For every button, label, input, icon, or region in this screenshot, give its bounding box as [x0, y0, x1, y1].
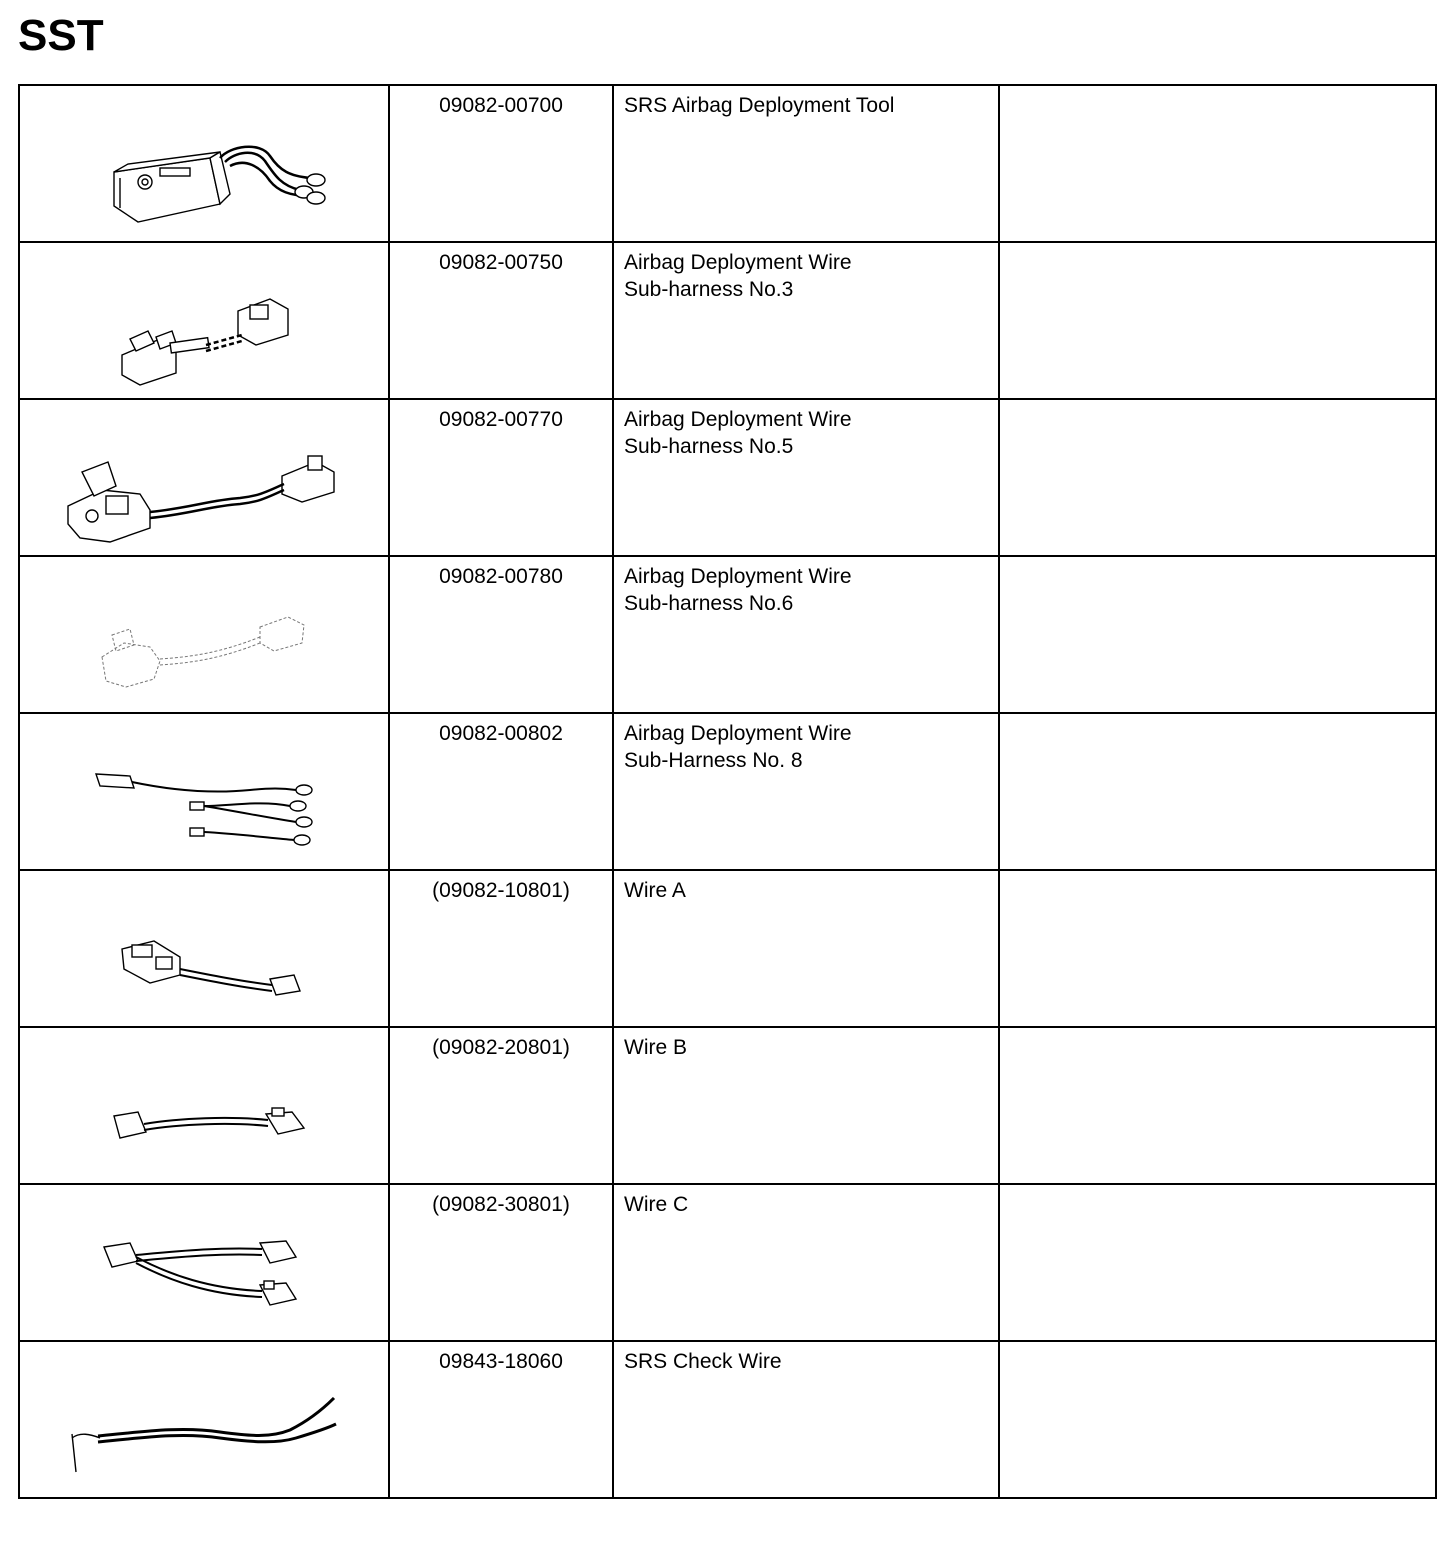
table-row — [19, 870, 1436, 1027]
part-number: 09082-00700 — [389, 85, 613, 242]
table-row — [19, 1027, 1436, 1184]
tool-name-line: Airbag Deployment Wire — [624, 565, 852, 588]
page-title: SST — [18, 11, 104, 60]
sst-table — [18, 84, 1437, 1499]
tool-name-line: Airbag Deployment Wire — [624, 251, 852, 274]
tool-name — [613, 242, 999, 399]
check-wire-icon — [20, 1342, 390, 1499]
tool-name — [613, 85, 999, 242]
note-cell — [999, 713, 1436, 870]
tool-name-line: SRS Check Wire — [624, 1350, 782, 1373]
tool-name-line: Airbag Deployment Wire — [624, 408, 852, 431]
note-cell — [999, 1184, 1436, 1341]
table-row — [19, 713, 1436, 870]
deployment-tool-icon — [20, 86, 390, 243]
tool-image-cell — [19, 1027, 389, 1184]
tool-name — [613, 556, 999, 713]
part-number: 09082-00750 — [389, 242, 613, 399]
tool-name — [613, 870, 999, 1027]
part-number: 09082-00780 — [389, 556, 613, 713]
wire-a-icon — [20, 871, 390, 1028]
tool-name-line: Wire C — [624, 1193, 689, 1216]
part-number: 09082-00802 — [389, 713, 613, 870]
part-number: 09843-18060 — [389, 1341, 613, 1498]
tool-name — [613, 1027, 999, 1184]
tool-name-line: Sub-harness No.6 — [624, 592, 794, 615]
table-row — [19, 85, 1436, 242]
note-cell — [999, 399, 1436, 556]
sub-harness-3-icon — [20, 243, 390, 400]
tool-image-cell — [19, 1184, 389, 1341]
tool-name — [613, 1184, 999, 1341]
wire-c-icon — [20, 1185, 390, 1342]
tool-name — [613, 713, 999, 870]
wire-b-icon — [20, 1028, 390, 1185]
sub-harness-8-icon — [20, 714, 390, 871]
note-cell — [999, 556, 1436, 713]
part-number: 09082-00770 — [389, 399, 613, 556]
tool-name-line: Sub-harness No.5 — [624, 435, 794, 458]
part-number: (09082-10801) — [389, 870, 613, 1027]
tool-name-line: Sub-Harness No. 8 — [624, 749, 803, 772]
table-row — [19, 1184, 1436, 1341]
note-cell — [999, 1027, 1436, 1184]
tool-image-cell — [19, 242, 389, 399]
table-row — [19, 399, 1436, 556]
tool-name — [613, 1341, 999, 1498]
table-row — [19, 242, 1436, 399]
part-number: (09082-20801) — [389, 1027, 613, 1184]
tool-image-cell — [19, 399, 389, 556]
tool-name-line: Wire B — [624, 1036, 687, 1059]
tool-image-cell — [19, 556, 389, 713]
sub-harness-5-icon — [20, 400, 390, 557]
note-cell — [999, 85, 1436, 242]
tool-image-cell — [19, 1341, 389, 1498]
sub-harness-6-icon — [20, 557, 390, 714]
tool-image-cell — [19, 85, 389, 242]
tool-image-cell — [19, 713, 389, 870]
tool-name-line: Sub-harness No.3 — [624, 278, 794, 301]
table-row — [19, 556, 1436, 713]
note-cell — [999, 870, 1436, 1027]
tool-name — [613, 399, 999, 556]
part-number: (09082-30801) — [389, 1184, 613, 1341]
tool-name-line: SRS Airbag Deployment Tool — [624, 94, 895, 117]
table-row — [19, 1341, 1436, 1498]
note-cell — [999, 1341, 1436, 1498]
tool-image-cell — [19, 870, 389, 1027]
note-cell — [999, 242, 1436, 399]
tool-name-line: Wire A — [624, 879, 686, 902]
tool-name-line: Airbag Deployment Wire — [624, 722, 852, 745]
